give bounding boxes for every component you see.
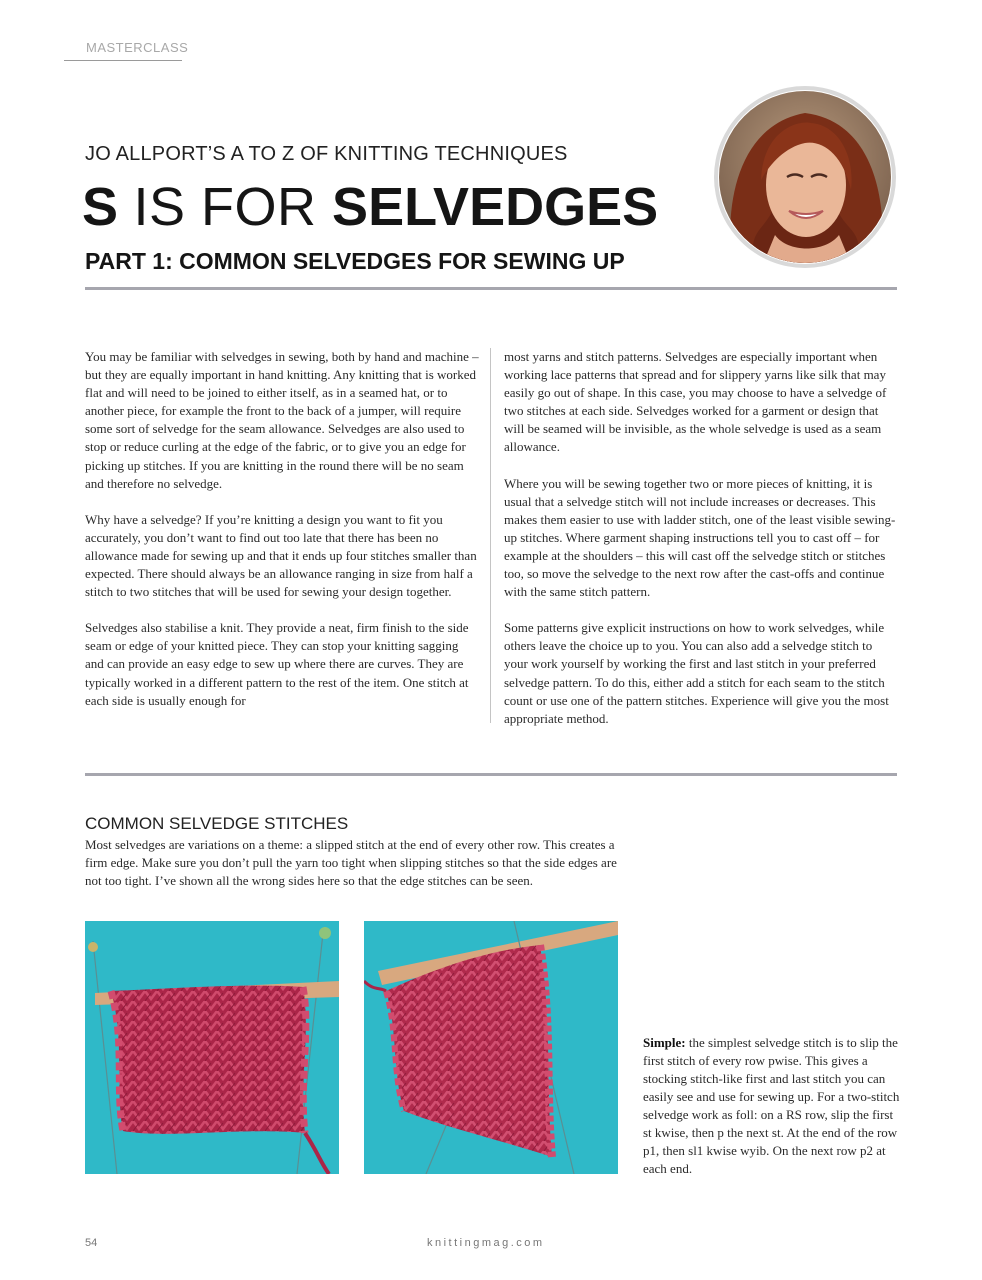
title-word: SELVEDGES <box>332 177 659 237</box>
body-column-left <box>85 348 480 728</box>
page-title <box>82 175 658 239</box>
website-url: knittingmag.com <box>427 1237 545 1249</box>
series-title: JO ALLPORT’S A TO Z OF KNITTING TECHNIQUES <box>85 143 568 165</box>
swatch-photo-front <box>85 921 339 1174</box>
swatch-photo-side <box>364 921 618 1174</box>
column-divider <box>490 348 491 723</box>
simple-selvedge-caption <box>643 1034 901 1178</box>
page-subtitle: PART 1: COMMON SELVEDGES FOR SEWING UP <box>85 248 625 274</box>
title-middle: IS FOR <box>118 177 333 237</box>
page-number: 54 <box>85 1237 98 1249</box>
section-divider <box>85 773 897 776</box>
title-letter: S <box>82 177 119 237</box>
caption-lead: Simple: <box>643 1035 686 1050</box>
body-paragraph: most yarns and stitch patterns. Selvedges are especially important when working lace patterns that spread and for slippery yarns like silk that may easily go out of shape. In this case, you may choose to have a selvedge of two stitches at each side. Selvedges worked for a garment or design that will be seamed will be invisible, as the whole selvedge is used as a seam allowance. <box>504 349 887 455</box>
body-paragraph: Why have a selvedge? If you’re knitting a design you want to fit you accurately, you don’t want to find out too late that there has been no allowance made for sewing up and that it ends up four stitches smaller than expected. There should always be an allowance ranging in size from half a stitch to two stitches that will be used for sewing your design together. <box>85 511 477 600</box>
body-column-right <box>504 348 899 746</box>
author-portrait <box>713 85 897 269</box>
stitches-heading: COMMON SELVEDGE STITCHES <box>85 814 349 833</box>
stitches-intro: Most selvedges are variations on a theme: a slipped stitch at the end of every other row. This creates a firm edge. Make sure you don’t pull the yarn too tight when slipping stitches so that the side edges are not too tight. I’ve shown all the wrong sides here so that the edge stitches can be seen. <box>85 837 617 888</box>
header-divider <box>85 287 897 290</box>
body-paragraph: Some patterns give explicit instructions on how to work selvedges, while others leave the choice up to you. You can also add a selvedge stitch to your work yourself by working the first and last stitch in your preferred selvedge pattern. To do this, either add a stitch for each seam to the stitch count or use one of the pattern stitches. Experience will give you the most appropriate method. <box>504 620 889 726</box>
section-underline <box>64 60 182 61</box>
body-paragraph: You may be familiar with selvedges in sewing, both by hand and machine – but they are equally important in hand knitting. Any knitting that is worked flat and will need to be joined to either itself, as in a seamed hat, or to another piece, for example the front to the back of a jumper, will require some sort of selvedge for the seam allowance. Selvedges are also used to stop or reduce curling at the edge of the fabric, or to give you an edge for picking up stitches. If you are knitting in the round there will be no seam and therefore no selvedge. <box>85 349 479 491</box>
caption-text: the simplest selvedge stitch is to slip the first stitch of every row pwise. This gives a stocking stitch-like first and last stitch you can easily see and use for sewing up. For a two-stitch selvedge work as foll: on a RS row, slip the first st kwise, then p the next st. At the end of the row p1, then sl1 kwise wyib. On the next row p2 at each end. <box>643 1035 900 1176</box>
section-label: MASTERCLASS <box>86 40 189 55</box>
body-paragraph: Selvedges also stabilise a knit. They provide a neat, firm finish to the side seam or edge of your knitted piece. They can stop your knitting sagging and can provide an easy edge to sew up where there are curves. They are typically worked in a different pattern to the rest of the item. One stitch at each side is usually enough for <box>85 620 469 708</box>
body-paragraph: Where you will be sewing together two or more pieces of knitting, it is usual that a selvedge stitch will not include increases or decreases. This makes them easier to use with ladder stitch, one of the least visible sewing-up stitches. Where garment shaping instructions tell you to cast off – for example at the shoulders – this will cast off the selvedge stitch or stitches too, so move the selvedge to the next row after the cast-offs and continue with the same stitch pattern. <box>504 475 896 600</box>
